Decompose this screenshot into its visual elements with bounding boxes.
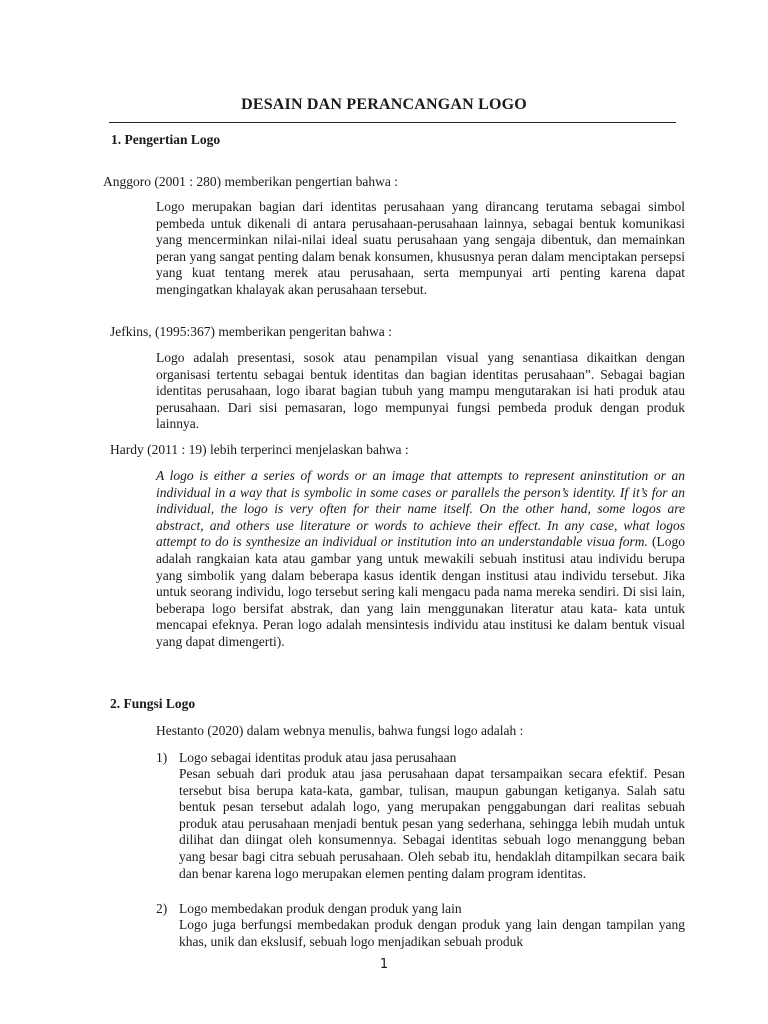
hardy-quote-translation: (Logo adalah rangkaian kata atau gambar yang untuk mewakili sebuah institusi atau individu berupa yang simbolik yang dalam beberapa kasus identik dengan institusi atau individu tersebut. Jika untuk seorang individu, logo tersebut sering kali mengacu pada nama mereka sendiri. Di sisi lain, beberapa logo bersifat abstrak, dan yang lain menggunakan literatur atau kata- kata untuk mencapai efeknya. Peran logo adalah mensintesis individu atau institusi ke dalam bentuk visual yang dapat dimengerti). [156,534,685,649]
fungsi-intro: Hestanto (2020) dalam webnya menulis, bahwa fungsi logo adalah : [156,723,524,738]
anggoro-intro: Anggoro (2001 : 280) memberikan pengertian bahwa : [103,174,399,189]
hardy-quote-english: A logo is either a series of words or an image that attempts to represent aninstitution or an individual in a way that is symbolic in some cases or parallels the person’s identity. If it’s for an individual, the logo is very often for their name itself. On the other hand, some logos are abstract, and others use literature or words to achieve their effect. In any case, what logos attempt to do is synthesize an individual or institution into an understandable visua form. [156,468,685,550]
list-item-number: 1) [156,750,168,765]
list-item-number: 2) [156,901,168,916]
list-item-body [179,766,685,882]
anggoro-quote-text: Logo merupakan bagian dari identitas perusahaan yang dirancang terutama sebagai simbol pembeda untuk dikenali di antara perusahaan-perusahaan lainnya, sebagai bentuk komunikasi yang mencerminkan nilai-nilai ideal suatu perusahaan yang sengaja dibentuk, dan memainkan peran yang sangat penting dalam benak konsumen, khususnya peran dalam menciptakan persepsi yang kuat tentang merek atau perusahaan, serta mempunyai arti penting karena dapat mengingatkan khalayak akan perusahaan tersebut. [156,199,685,297]
section-heading-fungsi: 2. Fungsi Logo [110,696,196,711]
jefkins-quote-text: Logo adalah presentasi, sosok atau penampilan visual yang senantiasa dikaitkan dengan organisasi tertentu sebagai bentuk identitas dan bagian identitas perusahaan”. Sebagai bagian identitas perusahaan, logo ibarat bagian tubuh yang mampu mengutarakan isi hati produk atau perusahaan. Dari sisi pemasaran, logo mempunyai fungsi pembeda produk dengan produk lainnya. [156,350,685,432]
hardy-intro: Hardy (2011 : 19) lebih terperinci menjelaskan bahwa : [110,442,409,457]
page-number: 1 [379,957,389,972]
list-item-title: Logo membedakan produk dengan produk yang lain [179,901,462,916]
list-item-body-text: Logo juga berfungsi membedakan produk dengan produk yang lain dengan tampilan yang khas, unik dan ekslusif, sebuah logo menjadikan sebuah produk [179,917,685,949]
list-item-body [179,917,685,950]
jefkins-quote [156,350,685,433]
list-item-body-text: Pesan sebuah dari produk atau jasa perusahaan dapat tersampaikan secara efektif. Pesan tersebut bisa berupa kata-kata, gambar, tulisan, maupun gabungan ketiganya. Salah satu bentuk pesan tersebut adalah logo, yang merupakan penggabungan dari realitas sebuah produk atau perusahaan menjadi bentuk pesan yang sederhana, sehingga lebih mudah untuk dilihat dan diingat oleh konsumennya. Sebagai identitas sebuah logo menanggung beban yang besar bagi citra sebuah perusahaan. Oleh sebab itu, hendaklah ditampilkan secara baik dan benar karena logo merupakan elemen penting dalam program identitas. [179,766,685,881]
list-item-title: Logo sebagai identitas produk atau jasa perusahaan [179,750,457,765]
anggoro-quote [156,199,685,299]
document-title: DESAIN DAN PERANCANGAN LOGO [241,96,527,113]
jefkins-intro: Jefkins, (1995:367) memberikan pengeritan bahwa : [110,324,392,339]
title-underline [109,122,676,123]
section-heading-pengertian: 1. Pengertian Logo [111,132,221,147]
hardy-quote [156,468,685,651]
hardy-quote-text [156,468,685,651]
